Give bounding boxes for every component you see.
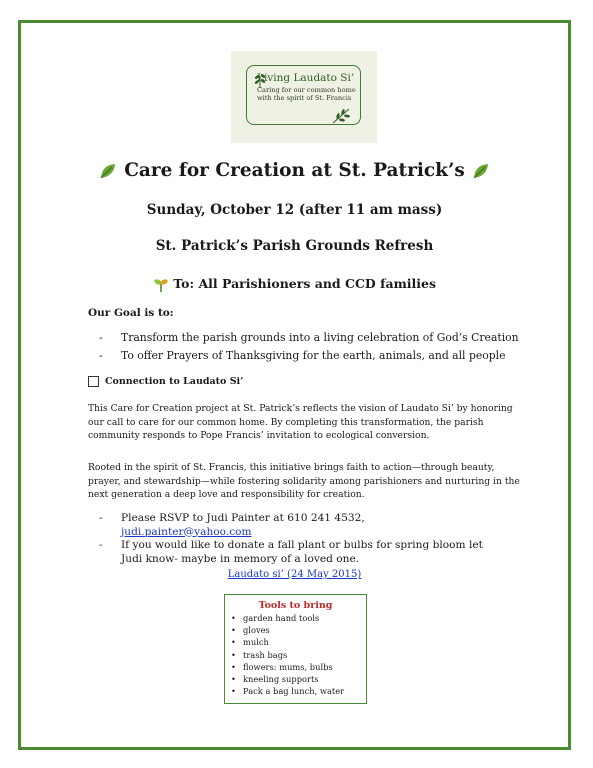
audience-text: To: All Parishioners and CCD families (173, 276, 437, 291)
list-item: • gloves (231, 624, 344, 636)
goal-item: To offer Prayers of Thanksgiving for the earth, animals, and all people (121, 349, 506, 362)
list-dash: - (99, 349, 103, 362)
audience-line (18, 276, 571, 293)
checkbox-icon (88, 376, 99, 387)
seedling-icon (153, 277, 169, 293)
list-item (99, 539, 496, 566)
leaf-icon (471, 161, 491, 181)
title-text: Care for Creation at St. Patrick’s (124, 160, 465, 181)
list-item: • trash bags (231, 649, 344, 661)
list-dash: - (99, 512, 103, 524)
paragraph-roots: Rooted in the spirit of St. Francis, this initiative brings faith to action—through beauty, prayer, and stewardship—while fostering solidarity among parishioners and nurturing in the next generation a deep love and responsibility for creation. (88, 462, 520, 500)
list-dash: - (99, 539, 103, 551)
tools-box (224, 594, 367, 704)
logo (231, 51, 377, 143)
list-item: • flowers: mums, bulbs (231, 661, 344, 673)
goal-list (99, 331, 519, 367)
logo-subtitle: Caring for our common home with the spirit of St. Francis (257, 86, 356, 102)
list-item (99, 512, 496, 539)
donate-text: If you would like to donate a fall plant or bulbs for spring bloom let Judi know- maybe in memory of a loved one. (121, 539, 483, 565)
leaf-sprig-icon (331, 107, 353, 125)
list-item: • mulch (231, 636, 344, 648)
event-name: St. Patrick’s Parish Grounds Refresh (155, 238, 434, 254)
rsvp-list (99, 512, 496, 566)
connection-label: Connection to Laudato Si’ (105, 376, 244, 387)
logo-title: Living Laudato Si’ (257, 72, 355, 84)
goal-item: Transform the parish grounds into a living celebration of God’s Creation (121, 331, 519, 344)
event-date: Sunday, October 12 (after 11 am mass) (146, 202, 443, 218)
connection-heading (88, 376, 243, 387)
leaf-icon (98, 161, 118, 181)
list-item (99, 331, 519, 349)
list-item (99, 349, 519, 367)
list-dash: - (99, 331, 103, 344)
rsvp-email-link[interactable]: judi.painter@yahoo.com (121, 525, 252, 538)
goal-heading: Our Goal is to: (88, 307, 174, 319)
paragraph-vision: This Care for Creation project at St. Patrick’s reflects the vision of Laudato Si’ by honoring our call to care for our common home. By completing this transformation, the parish community responds to Pope Francis’ invitation to ecological conversion. (88, 403, 513, 441)
flyer-title (18, 160, 571, 181)
list-item: • Pack a bag lunch, water (231, 685, 344, 697)
list-item: • garden hand tools (231, 612, 344, 624)
laudato-si-link-wrap (18, 569, 571, 580)
tools-list (231, 612, 344, 697)
laudato-si-link[interactable]: Laudato si’ (24 May 2015) (227, 569, 362, 580)
tools-title: Tools to bring (258, 600, 333, 611)
rsvp-text: Please RSVP to Judi Painter at 610 241 4532, (121, 512, 365, 524)
list-item: • kneeling supports (231, 673, 344, 685)
